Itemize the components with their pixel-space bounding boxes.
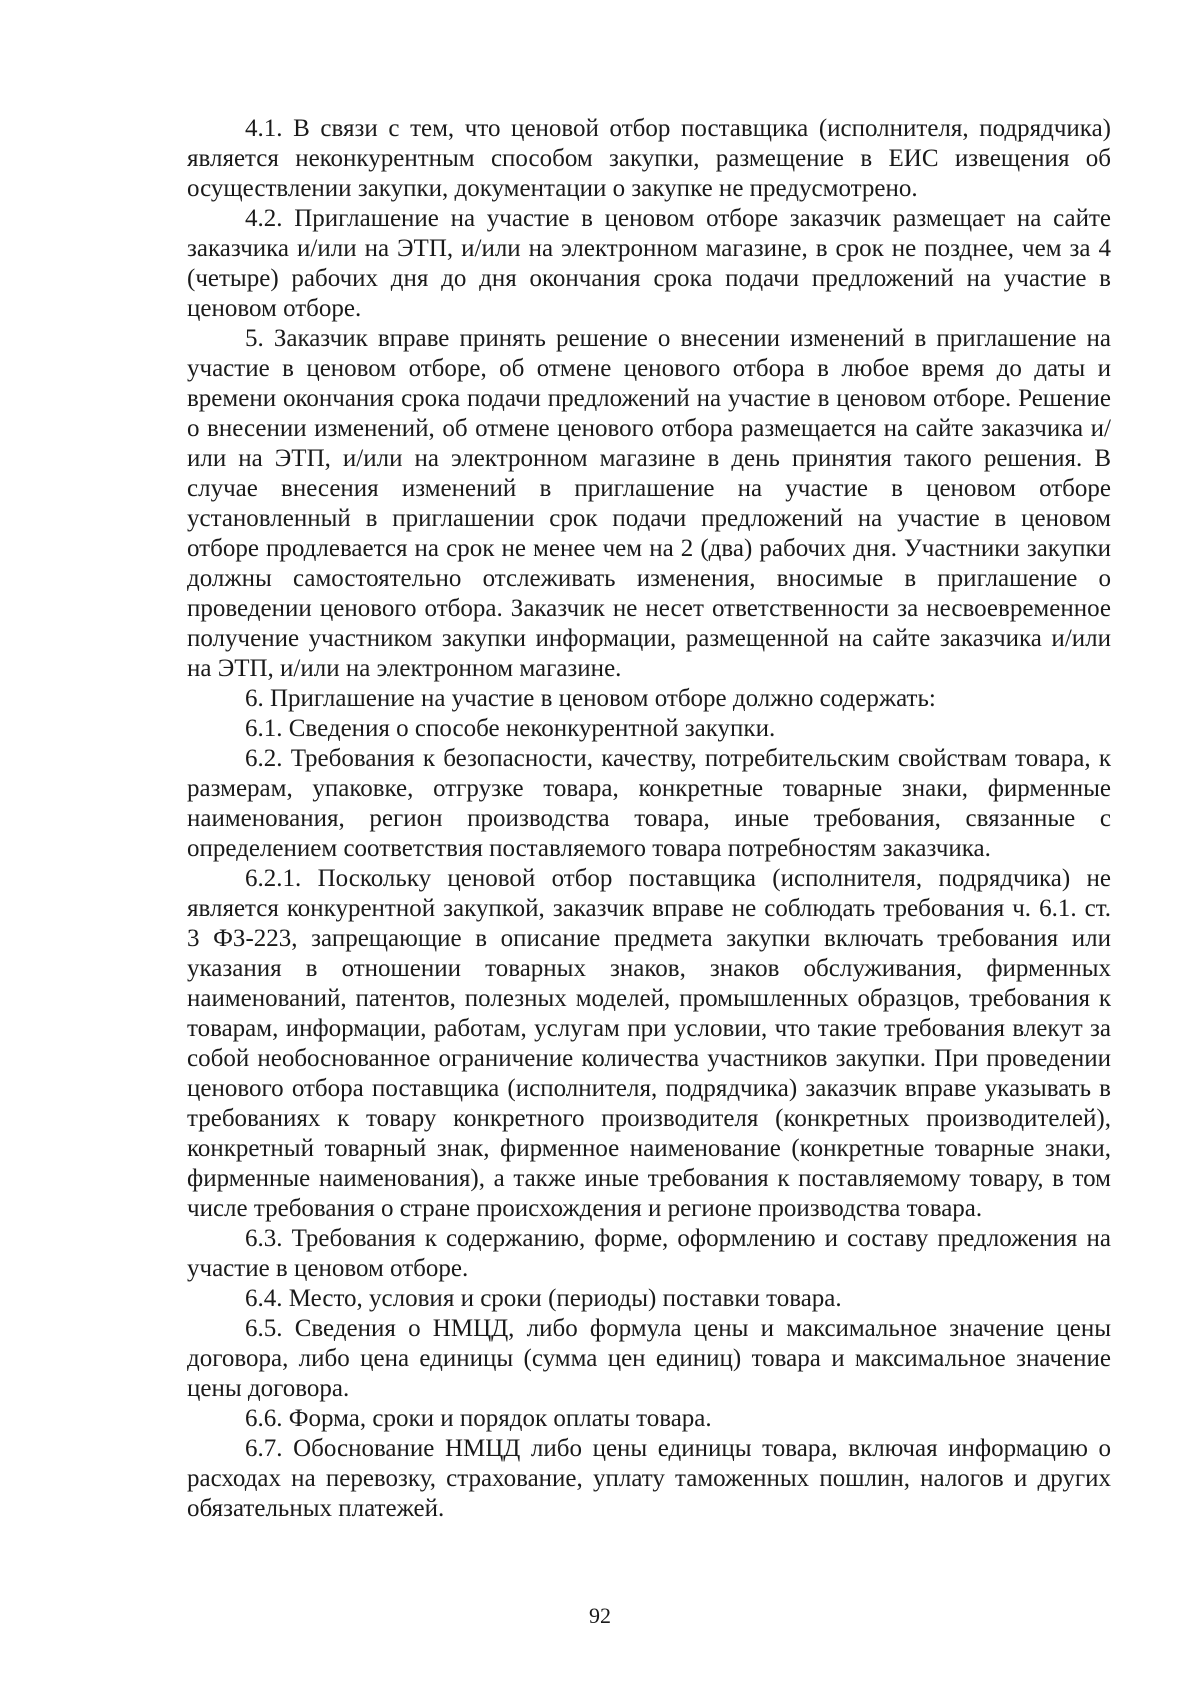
paragraph-6-5: 6.5. Сведения о НМЦД, либо формула цены и максимальное значение цены договора, либо цена единицы (сумма цен единиц) товара и максимальное значение цены договора. <box>187 1315 1111 1402</box>
paragraph-6-6: 6.6. Форма, сроки и порядок оплаты товара. <box>245 1405 712 1432</box>
paragraph-6-2: 6.2. Требования к безопасности, качеству, потребительским свойствам товара, к размерам, упаковке, отгрузке товара, конкретные товарные знаки, фирменные наименования, регион производства товара, иные требования, связанные с определением соответствия поставляемого товара потребностям заказчика. <box>187 745 1111 862</box>
page-number: 92 <box>589 1603 611 1628</box>
paragraph-6-4: 6.4. Место, условия и сроки (периоды) поставки товара. <box>245 1285 842 1312</box>
paragraph-4-1: 4.1. В связи с тем, что ценовой отбор поставщика (исполнителя, подрядчика) является неконкурентным способом закупки, размещение в ЕИС извещения об осуществлении закупки, документации о закупке не предусмотрено. <box>187 115 1111 202</box>
paragraph-6-3: 6.3. Требования к содержанию, форме, оформлению и составу предложения на участие в ценовом отборе. <box>187 1225 1111 1282</box>
paragraph-5: 5. Заказчик вправе принять решение о внесении изменений в приглашение на участие в ценовом отборе, об отмене ценового отбора в любое время до даты и времени окончания срока подачи предложений на участие в ценовом отборе. Решение о внесении изменений, об отмене ценового отбора размещается на сайте заказчика и/или на ЭТП, и/или на электронном магазине в день принятия такого решения. В случае внесения изменений в приглашение на участие в ценовом отборе установленный в приглашении срок подачи предложений на участие в ценовом отборе продлевается на срок не менее чем на 2 (два) рабочих дня. Участники закупки должны самостоятельно отслеживать изменения, вносимые в приглашение о проведении ценового отбора. Заказчик не несет ответственности за несвоевременное получение участником закупки информации, размещенной на сайте заказчика и/или на ЭТП, и/или на электронном магазине. <box>187 325 1111 682</box>
paragraph-4-2: 4.2. Приглашение на участие в ценовом отборе заказчик размещает на сайте заказчика и/или на ЭТП, и/или на электронном магазине, в срок не позднее, чем за 4 (четыре) рабочих дня до дня окончания срока подачи предложений на участие в ценовом отборе. <box>187 205 1111 322</box>
paragraph-6: 6. Приглашение на участие в ценовом отборе должно содержать: <box>245 685 936 712</box>
paragraph-6-1: 6.1. Сведения о способе неконкурентной закупки. <box>245 715 776 742</box>
paragraph-6-2-1: 6.2.1. Поскольку ценовой отбор поставщика (исполнителя, подрядчика) не является конкурентной закупкой, заказчик вправе не соблюдать требования ч. 6.1. ст. 3 ФЗ-223, запрещающие в описание предмета закупки включать требования или указания в отношении товарных знаков, знаков обслуживания, фирменных наименований, патентов, полезных моделей, промышленных образцов, требования к товарам, информации, работам, услугам при условии, что такие требования влекут за собой необоснованное ограничение количества участников закупки. При проведении ценового отбора поставщика (исполнителя, подрядчика) заказчик вправе указывать в требованиях к товару конкретного производителя (конкретных производителей), конкретный товарный знак, фирменное наименование (конкретные товарные знаки, фирменные наименования), а также иные требования к поставляемому товару, в том числе требования о стране происхождения и регионе производства товара. <box>187 865 1111 1222</box>
document-body <box>187 114 1111 1524</box>
paragraph-6-7: 6.7. Обоснование НМЦД либо цены единицы товара, включая информацию о расходах на перевозку, страхование, уплату таможенных пошлин, налогов и других обязательных платежей. <box>187 1435 1111 1522</box>
